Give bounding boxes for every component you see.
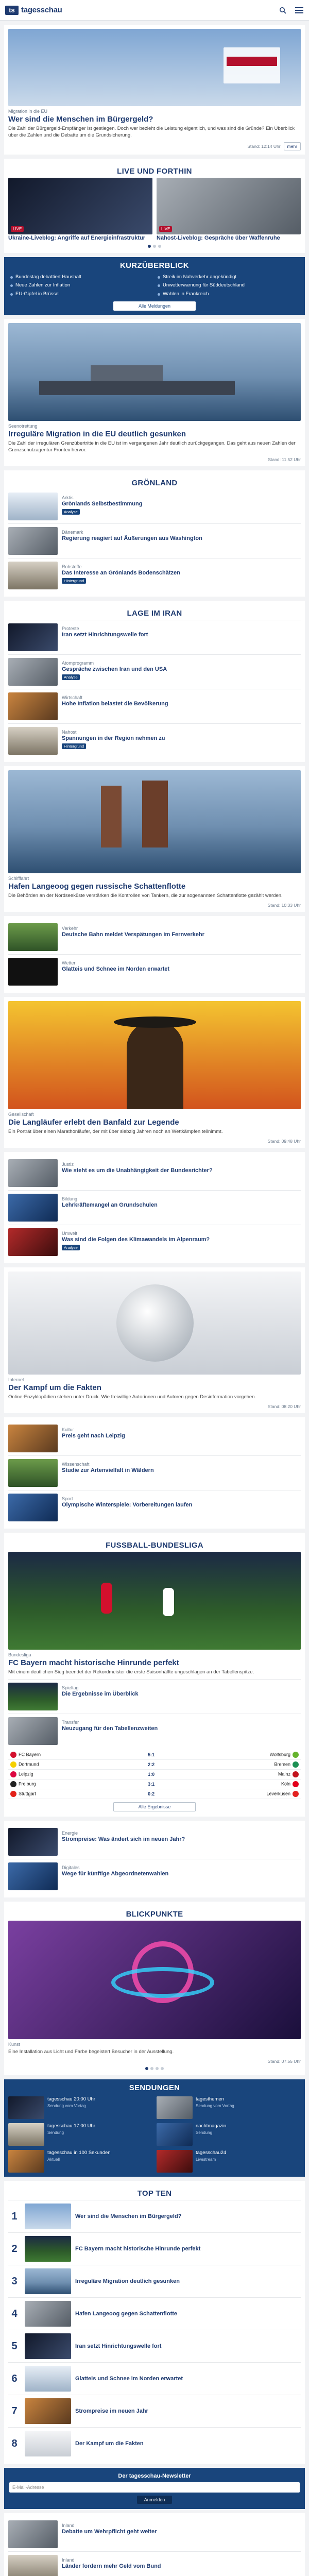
topten-item[interactable] [8, 2362, 301, 2395]
result-row[interactable] [8, 1770, 301, 1780]
neon-ring-shape [111, 1967, 214, 1998]
article-thumbnail [8, 923, 58, 951]
stadium-image [8, 1552, 301, 1650]
section-title-groenland: GRÖNLAND [131, 478, 178, 487]
article-title[interactable]: Länder fordern mehr Geld vom Bund [62, 2563, 161, 2570]
article-thumbnail [8, 493, 58, 520]
broadcast-thumbnail [157, 2096, 193, 2119]
article-thumbnail [8, 1425, 58, 1452]
rank-number: 3 [11, 2275, 18, 2287]
article-kicker: Digitales [62, 1865, 80, 1871]
article-teaser: Die Behörden an der Nordseeküste verstärken die Kontrollen von Tankern, die zur sogenannten Schattenflotte gezählt werden. [8, 893, 283, 899]
list-item[interactable] [8, 689, 301, 723]
article-kicker: Rohstoffe [62, 564, 82, 569]
article-title[interactable]: Strompreise: Was ändert sich im neuen Jahr? [62, 1836, 185, 1843]
groenland-list [8, 489, 301, 592]
globe-image [8, 1272, 301, 1375]
topten-item[interactable] [8, 2232, 301, 2265]
article-thumbnail [8, 1494, 58, 1521]
article-title[interactable]: Olympische Winterspiele: Vorbereitungen laufen [62, 1502, 193, 1509]
broadcast-title[interactable]: tagesschau24 [196, 2150, 227, 2156]
broadcast-title[interactable]: tagesschau 17:00 Uhr [47, 2123, 95, 2129]
article-thumbnail [25, 2204, 71, 2229]
article-time: Stand: 10:33 Uhr [267, 903, 301, 908]
article-kicker: Energie [62, 1831, 78, 1836]
broadcast-item[interactable] [157, 2150, 301, 2173]
search-icon[interactable] [278, 6, 287, 15]
kurz-item[interactable]: Streik im Nahverkehr angekündigt [158, 274, 299, 280]
list-item[interactable] [8, 723, 301, 758]
section-title-topten: TOP TEN [137, 2189, 172, 2198]
list-item[interactable] [8, 954, 301, 989]
art-installation-image[interactable] [8, 1921, 301, 2039]
article-list [4, 1417, 305, 1529]
topten-item[interactable] [8, 2265, 301, 2297]
lead-image [8, 29, 301, 106]
article-time: Stand: 07:55 Uhr [267, 2059, 301, 2064]
article-kicker: Arktis [62, 495, 74, 500]
live-image [157, 178, 301, 234]
article-tag: Hintergrund [62, 578, 86, 584]
all-results-button[interactable]: Alle Ergebnisse [113, 1802, 196, 1811]
away-team: Mainz [170, 1770, 301, 1780]
fussball-section [4, 1533, 305, 1817]
home-team: Freiburg [8, 1780, 132, 1789]
home-team: Stuttgart [8, 1789, 132, 1799]
section-title-fussball: FUSSBALL-BUNDESLIGA [106, 1541, 203, 1550]
article-time: Stand: 09:48 Uhr [267, 1139, 301, 1144]
article-teaser: Online-Enzyklopädien stehen unter Druck. Wie freiwillige Autorinnen und Autoren gegen Desinformation vorgehen. [8, 1394, 256, 1400]
harbor-image [8, 770, 301, 873]
away-team: Leverkusen [170, 1789, 301, 1799]
list-item[interactable] [8, 1421, 301, 1455]
rank-number: 2 [11, 2243, 18, 2255]
newsletter-email-input[interactable]: E-Mail-Adresse [9, 2482, 300, 2493]
article-kicker: Wetter [62, 960, 76, 966]
article-kicker: Proteste [62, 625, 79, 631]
article-kicker: Inland [62, 2557, 75, 2563]
list-item[interactable] [8, 620, 301, 654]
home-team: FC Bayern [8, 1750, 132, 1760]
tower-shape [101, 786, 122, 848]
article-thumbnail [8, 958, 58, 986]
list-item[interactable] [8, 1190, 301, 1225]
list-item[interactable] [8, 489, 301, 523]
article-thumbnail [8, 1862, 58, 1890]
newsletter-submit-button[interactable]: Anmelden [137, 2496, 173, 2504]
article-tag: Analyse [62, 509, 80, 515]
iran-section [4, 601, 305, 762]
article-card[interactable] [4, 766, 305, 912]
topten-item[interactable] [8, 2427, 301, 2460]
lead-article[interactable] [4, 25, 305, 155]
club-logo-icon [10, 1781, 16, 1787]
article-kicker: Bundesliga [8, 1652, 31, 1658]
article-title[interactable]: Glatteis und Schnee im Norden erwartet [75, 2375, 183, 2382]
hat-shape [114, 1016, 196, 1028]
blickpunkte-section [4, 1902, 305, 2075]
rank-number: 7 [11, 2405, 18, 2417]
newsletter-title: Der tagesschau-Newsletter [118, 2473, 191, 2480]
live-item[interactable] [157, 178, 301, 242]
broadcast-subtitle: Sendung vom Vortag [47, 2103, 86, 2108]
club-logo-icon [293, 1771, 299, 1777]
broadcast-title[interactable]: tagesschau in 100 Sekunden [47, 2150, 111, 2156]
topten-item[interactable] [8, 2297, 301, 2330]
article-title[interactable]: Die Langläufer erlebt den Banfald zur Legende [8, 1118, 179, 1127]
away-team: Köln [170, 1780, 301, 1789]
results-table [8, 1750, 301, 1799]
article-kicker: Bildung [62, 1196, 78, 1202]
carousel-dots[interactable] [8, 2064, 301, 2071]
article-list [4, 916, 305, 993]
article-thumbnail [25, 2236, 71, 2262]
article-kicker: Transfer [62, 1720, 79, 1725]
person-silhouette [127, 1022, 183, 1109]
article-kicker: Sport [62, 1496, 73, 1502]
section-title-sendungen: SENDUNGEN [129, 2083, 180, 2093]
globe-shape [116, 1284, 194, 1362]
section-title-live: LIVE UND FORTHIN [117, 166, 192, 176]
ship-hull [39, 381, 235, 395]
broadcast-subtitle: Sendung [196, 2130, 213, 2135]
broadcast-title[interactable]: tagesschau 20:00 Uhr [47, 2096, 95, 2103]
article-kicker: Atomprogramm [62, 660, 94, 666]
kurz-item[interactable]: Bundestag debattiert Haushalt [10, 274, 151, 280]
logo-text: tagesschau [21, 6, 62, 14]
broadcast-title[interactable]: nachtmagazin [196, 2123, 227, 2129]
article-kicker: Dänemark [62, 529, 83, 535]
article-thumbnail [8, 1717, 58, 1745]
score: 5:1 [132, 1750, 170, 1760]
article-kicker: Justiz [62, 1162, 74, 1167]
article-list [4, 1152, 305, 1263]
kurzueberblick-section [4, 257, 305, 315]
broadcast-item[interactable] [157, 2123, 301, 2146]
result-row[interactable] [8, 1780, 301, 1789]
article-thumbnail [25, 2366, 71, 2392]
article-time: Stand: 12:14 Uhr [247, 143, 281, 149]
kurz-item[interactable]: Wahlen in Frankreich [158, 291, 299, 297]
kurz-item[interactable]: EU-Gipfel in Brüssel [10, 291, 151, 297]
club-logo-icon [10, 1771, 16, 1777]
broadcast-item[interactable] [8, 2096, 152, 2119]
article-thumbnail [25, 2333, 71, 2359]
live-title[interactable]: Ukraine-Liveblog: Angriffe auf Energieinfrastruktur [8, 234, 146, 241]
broadcast-subtitle: Sendung [47, 2130, 64, 2135]
club-logo-icon [10, 1791, 16, 1797]
article-kicker: Wissenschaft [62, 1462, 90, 1467]
groenland-section [4, 470, 305, 597]
article-kicker: Verkehr [62, 926, 78, 931]
article-title[interactable]: Irreguläre Migration in die EU deutlich gesunken [8, 430, 186, 439]
newsletter-box [4, 2468, 305, 2509]
article-title[interactable]: Studie zur Artenvielfalt in Wäldern [62, 1467, 154, 1474]
article-kicker: Inland [62, 2523, 75, 2529]
article-thumbnail [8, 1683, 58, 1710]
article-kicker: Internet [8, 1377, 24, 1383]
article-kicker: Gesellschaft [8, 1112, 34, 1117]
score: 3:1 [132, 1780, 170, 1789]
article-title[interactable]: FC Bayern macht historische Hinrunde perfekt [8, 1658, 179, 1668]
away-team: Wolfsburg [170, 1750, 301, 1760]
result-row[interactable] [8, 1750, 301, 1760]
list-item[interactable] [8, 654, 301, 689]
article-title[interactable]: Die Ergebnisse im Überblick [62, 1691, 139, 1698]
ship-image [8, 323, 301, 421]
kurz-item[interactable]: Neue Zahlen zur Inflation [10, 282, 151, 289]
player-shape [163, 1588, 174, 1616]
rank-number: 6 [11, 2372, 18, 2384]
article-kicker: Kunst [8, 2042, 21, 2047]
list-item[interactable] [8, 1825, 301, 1859]
broadcast-subtitle: Sendung vom Vortag [196, 2103, 234, 2108]
article-title[interactable]: Grönlands Selbstbestimmung [62, 500, 143, 507]
article-thumbnail [25, 2398, 71, 2424]
portrait-image [8, 1001, 301, 1109]
article-title[interactable]: Deutsche Bahn meldet Verspätungen im Fernverkehr [62, 931, 204, 938]
article-title[interactable]: Gespräche zwischen Iran und den USA [62, 666, 167, 672]
topten-section [4, 2181, 305, 2464]
score: 1:0 [132, 1770, 170, 1780]
live-item[interactable] [8, 178, 152, 242]
article-card[interactable] [4, 1267, 305, 1413]
article-title[interactable]: Hafen Langeoog gegen Schattenflotte [75, 2310, 178, 2317]
kurz-item[interactable]: Unwetterwarnung für Süddeutschland [158, 282, 299, 289]
article-thumbnail [8, 692, 58, 720]
article-kicker: Spieltag [62, 1685, 79, 1691]
result-row[interactable] [8, 1789, 301, 1799]
kurz-list [8, 272, 301, 301]
sendungen-section [4, 2079, 305, 2177]
club-logo-icon [293, 1791, 299, 1797]
rank-number: 5 [11, 2340, 18, 2352]
broadcast-thumbnail [8, 2096, 44, 2119]
live-badge: LIVE [11, 226, 24, 232]
article-title[interactable]: Regierung reagiert auf Äußerungen aus Washington [62, 535, 202, 541]
article-list [4, 1821, 305, 1897]
ship-deck [91, 365, 163, 381]
list-item[interactable] [8, 1679, 301, 1714]
broadcast-thumbnail [157, 2123, 193, 2146]
article-teaser: Ein Porträt über einen Marathonläufer, der mit über siebzig Jahren noch an Wettkämpfen teilnimmt. [8, 1129, 223, 1135]
home-team: Dortmund [8, 1760, 132, 1770]
article-title[interactable]: Preis geht nach Leipzig [62, 1433, 125, 1439]
article-thumbnail [8, 1228, 58, 1256]
list-item[interactable] [8, 2551, 301, 2576]
article-title[interactable]: Debatte um Wehrpflicht geht weiter [62, 2529, 157, 2535]
list-item[interactable] [8, 1714, 301, 1748]
broadcast-thumbnail [157, 2150, 193, 2173]
live-badge: LIVE [159, 226, 172, 232]
article-title[interactable]: Wie steht es um die Unabhängigkeit der Bundesrichter? [62, 1167, 213, 1174]
broadcast-item[interactable] [8, 2150, 152, 2173]
site-header [0, 0, 309, 21]
article-title[interactable]: Der Kampf um die Fakten [75, 2440, 144, 2447]
list-item[interactable] [8, 1455, 301, 1490]
broadcast-subtitle: Livestream [196, 2157, 216, 2162]
article-thumbnail [8, 562, 58, 589]
list-item[interactable] [8, 558, 301, 592]
list-item[interactable] [8, 2517, 301, 2551]
article-thumbnail [8, 1828, 58, 1856]
topten-item[interactable] [8, 2200, 301, 2232]
rank-number: 4 [11, 2308, 18, 2319]
menu-icon[interactable] [295, 6, 304, 15]
article-title[interactable]: Iran setzt Hinrichtungswelle fort [62, 631, 148, 638]
article-title[interactable]: Wege für künftige Abgeordnetenwahlen [62, 1871, 169, 1877]
article-title[interactable]: Das Interesse an Grönlands Bodenschätzen [62, 569, 180, 576]
live-image [8, 178, 152, 234]
article-kicker: Kultur [62, 1427, 74, 1433]
article-title[interactable]: Glatteis und Schnee im Norden erwartet [62, 966, 170, 973]
article-title[interactable]: Hafen Langeoog gegen russische Schattenflotte [8, 882, 186, 891]
article-title[interactable]: Lehrkräftemangel an Grundschulen [62, 1202, 158, 1209]
article-thumbnail [8, 623, 58, 651]
article-thumbnail [8, 727, 58, 755]
article-time: Stand: 08:20 Uhr [267, 1404, 301, 1410]
section-title-blick: BLICKPUNKTE [126, 1910, 183, 1919]
site-logo[interactable] [5, 6, 62, 15]
club-logo-icon [293, 1752, 299, 1758]
rank-number: 1 [11, 2210, 18, 2222]
article-teaser: Die Zahl der Bürgergeld-Empfänger ist gestiegen. Doch wer bezieht die Leistung eigentlich, und was sind die Gründe? Ein Überblick über die Zahlen und die Debatte um die Grundsicherung. [8, 126, 295, 139]
article-title[interactable]: Wer sind die Menschen im Bürgergeld? [8, 115, 153, 124]
away-team: Bremen [170, 1760, 301, 1770]
score: 2:2 [132, 1760, 170, 1770]
article-thumbnail [8, 527, 58, 555]
article-title[interactable]: FC Bayern macht historische Hinrunde perfekt [75, 2245, 201, 2252]
article-title[interactable]: Wer sind die Menschen im Bürgergeld? [75, 2213, 182, 2219]
broadcast-item[interactable] [8, 2123, 152, 2146]
article-thumbnail [8, 1459, 58, 1487]
article-kicker: Schifffahrt [8, 875, 29, 881]
article-card[interactable] [4, 997, 305, 1148]
article-title[interactable]: Irreguläre Migration deutlich gesunken [75, 2278, 180, 2284]
list-item[interactable] [8, 523, 301, 558]
section-title-iran: LAGE IM IRAN [127, 608, 182, 618]
article-card[interactable] [4, 319, 305, 466]
club-logo-icon [293, 1781, 299, 1787]
topten-list [8, 2200, 301, 2460]
list-item[interactable] [8, 1490, 301, 1524]
article-teaser: Mit einem deutlichen Sieg beendet der Rekordmeister die erste Saisonhälfte ungeschlagen an der Tabellenspitze. [8, 1669, 254, 1675]
club-logo-icon [293, 1761, 299, 1768]
article-title[interactable]: Iran setzt Hinrichtungswelle fort [75, 2343, 162, 2349]
article-kicker: Seenotrettung [8, 423, 38, 429]
article-title[interactable]: Neuzugang für den Tabellenzweiten [62, 1725, 158, 1732]
article-time: Stand: 11:52 Uhr [268, 456, 301, 462]
logo-mark: ts [5, 6, 19, 15]
broadcast-item[interactable] [157, 2096, 301, 2119]
article-thumbnail [8, 2520, 58, 2548]
broadcast-title[interactable]: tagesthemen [196, 2096, 224, 2103]
article-thumbnail [8, 1194, 58, 1222]
list-item[interactable] [8, 1225, 301, 1259]
tower-shape [142, 781, 168, 848]
article-list [4, 2513, 305, 2576]
list-item[interactable] [8, 920, 301, 954]
article-title[interactable]: Was sind die Folgen des Klimawandels im Alpenraum? [62, 1236, 210, 1243]
article-title[interactable]: Spannungen in der Region nehmen zu [62, 735, 165, 741]
sign-band [227, 57, 277, 66]
club-logo-icon [10, 1752, 16, 1758]
carousel-dots[interactable] [8, 242, 301, 249]
article-title[interactable]: Strompreise im neuen Jahr [75, 2408, 148, 2414]
topten-item[interactable] [8, 2395, 301, 2427]
broadcast-subtitle: Aktuell [47, 2157, 60, 2162]
live-title[interactable]: Nahost-Liveblog: Gespräche über Waffenruhe [157, 234, 280, 241]
article-kicker: Nahost [62, 729, 77, 735]
article-tag: Analyse [62, 1245, 80, 1250]
article-thumbnail [25, 2268, 71, 2294]
live-section [4, 159, 305, 253]
article-thumbnail [8, 1159, 58, 1187]
article-title[interactable]: Hohe Inflation belastet die Bevölkerung [62, 700, 168, 707]
topten-item[interactable] [8, 2330, 301, 2362]
article-title[interactable]: Der Kampf um die Fakten [8, 1383, 101, 1393]
club-logo-icon [10, 1761, 16, 1768]
home-team: Leipzig [8, 1770, 132, 1780]
article-kicker: Wirtschaft [62, 694, 83, 700]
article-tag: Hintergrund [62, 743, 86, 749]
section-title-kurz: KURZÜBERBLICK [120, 261, 189, 270]
score: 0:2 [132, 1789, 170, 1799]
article-thumbnail [8, 658, 58, 686]
list-item[interactable] [8, 1156, 301, 1190]
article-thumbnail [25, 2301, 71, 2327]
result-row[interactable] [8, 1760, 301, 1770]
more-button[interactable]: mehr [284, 142, 301, 150]
kurz-all-button[interactable]: Alle Meldungen [113, 301, 196, 311]
broadcast-thumbnail [8, 2150, 44, 2173]
article-thumbnail [25, 2431, 71, 2456]
article-kicker: Umwelt [62, 1231, 78, 1236]
broadcast-thumbnail [8, 2123, 44, 2146]
article-teaser: Die Zahl der irregulären Grenzübertritte in die EU ist im vergangenen Jahr deutlich zurückgegangen. Das geht aus neuen Zahlen der Grenzschutzagentur Frontex hervor. [8, 440, 296, 453]
list-item[interactable] [8, 1859, 301, 1893]
article-tag: Analyse [62, 674, 80, 680]
article-teaser: Eine Installation aus Licht und Farbe begeistert Besucher in der Ausstellung. [8, 2049, 174, 2055]
article-kicker: Migration in die EU [8, 109, 48, 114]
player-shape [101, 1583, 112, 1614]
article-thumbnail [8, 2555, 58, 2576]
rank-number: 8 [11, 2437, 18, 2449]
